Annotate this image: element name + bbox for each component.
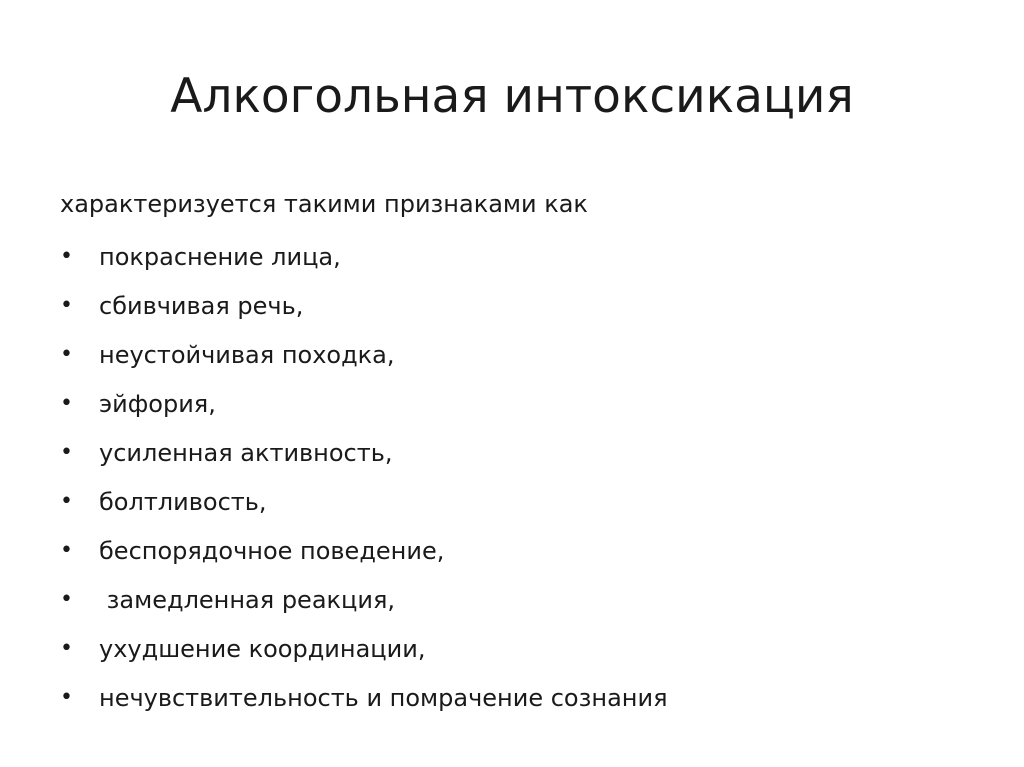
- bullet-icon: •: [60, 342, 73, 367]
- list-item-text: эйфория,: [99, 390, 216, 418]
- bullet-icon: •: [60, 293, 73, 318]
- bullet-icon: •: [60, 391, 73, 416]
- bullet-icon: •: [60, 244, 73, 269]
- list-item-text: неустойчивая походка,: [99, 341, 395, 369]
- list-item-text: усиленная активность,: [99, 439, 393, 467]
- list-item-text: нечувствительность и помрачение сознания: [99, 684, 668, 712]
- list-item-text: покраснение лица,: [99, 243, 341, 271]
- bullet-icon: •: [60, 636, 73, 661]
- list-item-text: сбивчивая речь,: [99, 292, 304, 320]
- list-item-text: беспорядочное поведение,: [99, 537, 445, 565]
- list-item-text: болтливость,: [99, 488, 267, 516]
- intro-text: характеризуется такими признаками как: [60, 190, 588, 218]
- bullet-icon: •: [60, 587, 73, 612]
- bullet-icon: •: [60, 440, 73, 465]
- bullet-icon: •: [60, 538, 73, 563]
- slide-title: Алкогольная интоксикация: [170, 69, 854, 124]
- list-item-text: замедленная реакция,: [99, 586, 396, 614]
- list-item-text: ухудшение координации,: [99, 635, 426, 663]
- bullet-icon: •: [60, 685, 73, 710]
- bullet-icon: •: [60, 489, 73, 514]
